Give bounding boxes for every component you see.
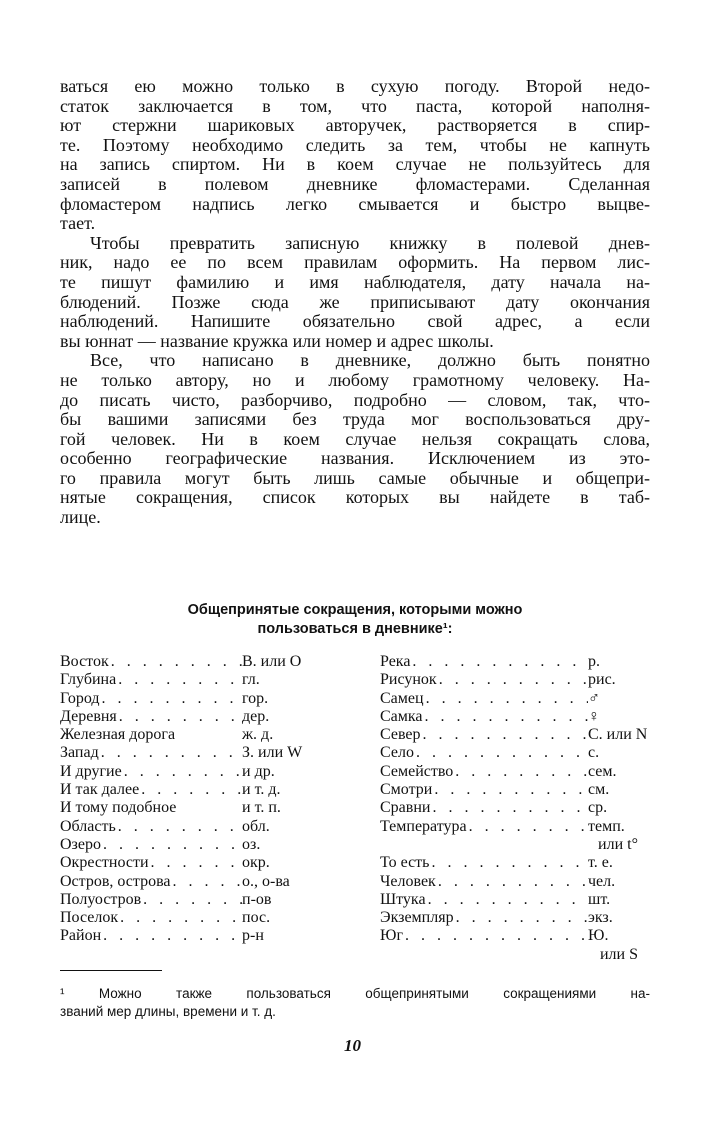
leader-dots — [101, 927, 242, 945]
text-line: нятые сокращения, список которых вы найдете в таб- — [60, 488, 650, 508]
abbreviation-row — [60, 744, 330, 762]
term: Глубина — [60, 671, 117, 689]
abbreviation: ♀ — [588, 707, 600, 725]
table-title-line-2: пользоваться в дневнике¹: — [257, 621, 453, 637]
leader-dots — [99, 744, 242, 762]
abbreviation: Ю. — [588, 927, 609, 945]
abbreviation: чел. — [588, 872, 616, 890]
abbreviation: З. или W — [242, 744, 303, 762]
abbreviation: рис. — [588, 671, 616, 689]
text-line: статок заключается в том, что паста, которой наполня- — [60, 96, 650, 116]
page-number: 10 — [344, 1036, 361, 1055]
abbreviation-row — [60, 763, 330, 781]
term: Село — [380, 744, 414, 762]
term: Самка — [380, 707, 423, 725]
abbreviation-row — [60, 873, 330, 891]
leader-dots — [424, 690, 588, 708]
leader-dots — [176, 799, 242, 817]
term: Область — [60, 817, 116, 835]
abbreviation-row — [60, 836, 330, 854]
leader-dots — [426, 891, 588, 909]
abbreviation-continuation — [380, 836, 650, 854]
footnote — [60, 985, 650, 1021]
text-line: ник, надо ее по всем правилам оформить. На первом лис- — [60, 253, 650, 273]
text-line: тает. — [60, 214, 96, 234]
abbreviation: с. — [588, 744, 600, 762]
abbreviation-row — [380, 763, 650, 781]
abbreviation-row — [380, 909, 650, 927]
leader-dots — [139, 781, 242, 799]
leader-dots — [432, 781, 588, 799]
text-line: наблюдений. Напишите обязательно свой адрес, а если — [60, 312, 650, 332]
abbreviations-right-column — [380, 653, 650, 964]
abbreviation-row — [60, 854, 330, 872]
abbreviation-row — [380, 690, 650, 708]
term: Окрестности — [60, 854, 149, 872]
term: Человек — [380, 872, 436, 890]
term: Город — [60, 689, 100, 707]
leader-dots — [116, 818, 242, 836]
footnote-line-1: ¹ Можно также пользоваться общепринятыми сокращениями на- — [60, 986, 650, 1001]
abbreviation: см. — [588, 781, 610, 799]
paragraph — [60, 234, 650, 352]
leader-dots — [149, 854, 242, 872]
text-line: те пишут фамилию и имя наблюдателя, дату начала на- — [60, 272, 650, 292]
text-line: Чтобы превратить записную книжку в полевой днев- — [90, 233, 650, 253]
text-line: Все, что написано в дневнике, должно быть понятно — [90, 351, 650, 371]
abbreviation: экз. — [588, 909, 613, 927]
abbreviation: сем. — [588, 762, 617, 780]
term: Семейство — [380, 762, 454, 780]
abbreviation-row — [60, 891, 330, 909]
text-line: лице. — [60, 508, 101, 528]
leader-dots — [423, 708, 588, 726]
abbreviation-row — [60, 726, 330, 744]
abbreviation: р-н — [242, 927, 264, 945]
text-line: фломастером надпись легко смывается и быстро выцве- — [60, 194, 650, 214]
text-line: ваться ею можно только в сухую погоду. Второй недо- — [60, 77, 650, 96]
abbreviation-row — [60, 708, 330, 726]
abbreviation-row — [60, 927, 330, 945]
leader-dots — [436, 873, 588, 891]
leader-dots — [109, 653, 242, 671]
term: Поселок — [60, 909, 119, 927]
term: Деревня — [60, 707, 117, 725]
abbreviation-row — [380, 873, 650, 891]
abbreviation-row — [380, 854, 650, 872]
term: И так далее — [60, 781, 140, 799]
leader-dots — [116, 671, 242, 689]
abbreviation-row — [60, 799, 330, 817]
text-line: го правила могут быть лишь самые обычные и общепри- — [60, 468, 650, 488]
leader-dots — [122, 763, 242, 781]
abbreviation: оз. — [242, 835, 261, 853]
text-line: до писать чисто, разборчиво, подробно — словом, так, что- — [60, 390, 650, 410]
leader-dots — [118, 909, 242, 927]
abbreviation: о., о-ва — [242, 872, 290, 890]
abbreviation-continuation — [380, 946, 650, 964]
footnote-line-2: званий мер длины, времени и т. д. — [60, 1004, 276, 1019]
leader-dots — [101, 836, 242, 854]
abbreviation-row — [380, 671, 650, 689]
term: Север — [380, 726, 421, 744]
abbreviations-left-column — [60, 653, 330, 946]
leader-dots — [453, 763, 588, 781]
leader-dots — [410, 653, 588, 671]
text-line: вы юннат — название кружка или номер и адрес школы. — [60, 331, 494, 351]
leader-dots — [430, 799, 588, 817]
text-line: особенно географические названия. Исключением из это- — [60, 449, 650, 469]
abbreviation: т. е. — [588, 854, 613, 872]
leader-dots — [414, 744, 588, 762]
abbreviation-row — [380, 781, 650, 799]
text-line: блюдений. Позже сюда же приписывают дату окончания — [60, 292, 650, 312]
abbreviation-row — [380, 726, 650, 744]
abbreviation-row — [60, 781, 330, 799]
term: Озеро — [60, 835, 101, 853]
term: Сравни — [380, 799, 431, 817]
abbreviation: и др. — [242, 762, 275, 780]
term: Самец — [380, 689, 424, 707]
term: То есть — [380, 854, 430, 872]
leader-dots — [429, 854, 588, 872]
abbreviation-row — [60, 909, 330, 927]
text-line: те. Поэтому необходимо следить за тем, чтобы не капнуть — [60, 135, 650, 155]
leader-dots — [117, 708, 242, 726]
text-line: на запись спиртом. Ни в коем случае не пользуйтесь для — [60, 155, 650, 175]
footnote-rule — [60, 970, 162, 971]
paragraph — [60, 77, 650, 234]
term: Смотри — [380, 781, 433, 799]
text-line: бы вашими записями без труда мог воспользоваться дру- — [60, 410, 650, 430]
abbreviation-alt: или S — [599, 945, 638, 963]
table-title-line-1: Общепринятые сокращения, которыми можно — [187, 602, 523, 618]
abbreviation-row — [380, 744, 650, 762]
term: Рисунок — [380, 671, 437, 689]
abbreviation: и т. п. — [242, 799, 281, 817]
text-line: записей в полевом дневнике фломастерами. Сделанная — [60, 174, 650, 194]
abbreviation-alt: или t° — [598, 835, 638, 853]
table-title — [60, 601, 650, 639]
leader-dots — [171, 873, 242, 891]
term: И другие — [60, 762, 122, 780]
abbreviation: гор. — [242, 689, 269, 707]
abbreviation-row — [60, 653, 330, 671]
abbreviation: дер. — [242, 707, 270, 725]
abbreviation: ♂ — [588, 689, 600, 707]
text-line: ют стержни шариковых авторучек, растворяется в спир- — [60, 116, 650, 136]
abbreviation-row — [60, 671, 330, 689]
body-text — [60, 77, 650, 528]
leader-dots — [467, 818, 588, 836]
abbreviation: п-ов — [242, 890, 272, 908]
abbreviation-row — [380, 653, 650, 671]
abbreviation-row — [380, 708, 650, 726]
term: Запад — [60, 744, 99, 762]
term: Железная дорога — [60, 726, 176, 744]
abbreviation-row — [380, 799, 650, 817]
leader-dots — [454, 909, 588, 927]
leader-dots — [175, 726, 242, 744]
abbreviation: С. или N — [588, 726, 648, 744]
leader-dots — [141, 891, 242, 909]
leader-dots — [403, 927, 588, 945]
abbreviation: р. — [588, 653, 600, 670]
text-line: гой человек. Ни в коем случае нельзя сокращать слова, — [60, 429, 650, 449]
term: Штука — [380, 890, 426, 908]
term: Температура — [380, 817, 467, 835]
abbreviation-row — [60, 818, 330, 836]
abbreviation: окр. — [242, 854, 270, 872]
term: И тому подобное — [60, 799, 177, 817]
abbreviation-row — [380, 927, 650, 945]
abbreviation: пос. — [242, 909, 271, 927]
abbreviation: шт. — [588, 890, 611, 908]
term: Восток — [60, 653, 109, 670]
abbreviation: гл. — [242, 671, 260, 689]
term: Полуостров — [60, 890, 142, 908]
leader-dots — [421, 726, 588, 744]
term: Остров, острова — [60, 872, 171, 890]
leader-dots — [437, 671, 588, 689]
term: Юг — [380, 927, 404, 945]
term: Район — [60, 927, 102, 945]
term: Экземпляр — [380, 909, 454, 927]
abbreviation: обл. — [242, 817, 270, 835]
abbreviation: и т. д. — [242, 781, 281, 799]
abbreviation-row — [60, 690, 330, 708]
text-line: не только автору, но и любому грамотному человеку. На- — [60, 370, 650, 390]
abbreviation: ж. д. — [242, 726, 274, 744]
abbreviation: темп. — [588, 817, 625, 835]
term: Река — [380, 653, 411, 670]
abbreviation: ср. — [588, 799, 608, 817]
leader-dots — [100, 690, 242, 708]
abbreviation: В. или О — [242, 653, 302, 670]
abbreviation-row — [380, 818, 650, 836]
abbreviation-row — [380, 891, 650, 909]
paragraph — [60, 351, 650, 527]
